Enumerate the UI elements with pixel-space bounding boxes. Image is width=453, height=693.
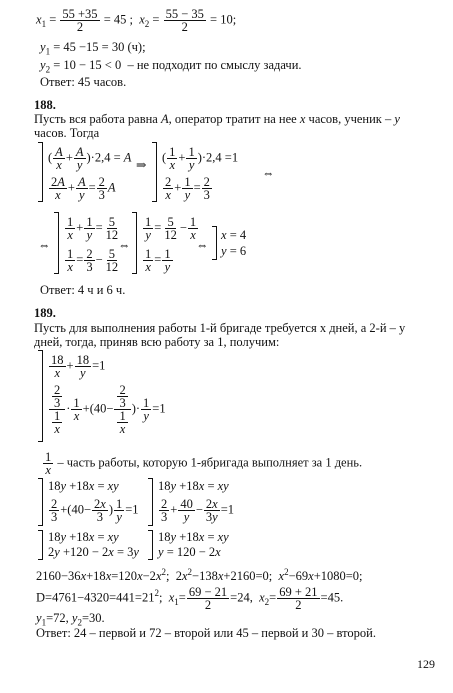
system-189-b bbox=[42, 478, 43, 526]
sys188d-row2: $\frac{1}{x}$ = $\frac{1}{y}$ bbox=[145, 247, 171, 274]
system-188-e bbox=[216, 226, 217, 260]
system-189-a bbox=[42, 350, 43, 442]
system-189-c bbox=[152, 478, 153, 526]
system-189-d bbox=[42, 530, 43, 560]
answer-189: Ответ: 24 – первой и 72 – второй или 45 – первой и 30 – второй. bbox=[36, 626, 376, 640]
equiv-arrow: ⇔ bbox=[196, 238, 209, 252]
problem-188-number: 188. bbox=[34, 98, 56, 112]
y1-line: $y_1 = 45 -15 = 30$ (ч); bbox=[40, 40, 146, 57]
sys189b-row1: 18y +18x = xy bbox=[48, 479, 119, 493]
system-188-b bbox=[156, 142, 157, 202]
quadratic-line: $2160-36x+18x=120x-2x^2$; $2x^2-138x+2160=0$; $x^2-69x+1080=0$; bbox=[36, 567, 363, 584]
sys188b-row2: $\frac{2}{x}$ + $\frac{1}{y}$ = $\frac{2}{3}$ bbox=[165, 175, 210, 202]
y2-line: $y_2 = 10 - 15 < 0$ – не подходит по смыслу задачи. bbox=[40, 58, 302, 75]
sys189d-row2: 2y +120 − 2x = 3y bbox=[48, 545, 139, 559]
problem-189-text-2: дней, тогда, приняв всю работу за 1, получим: bbox=[34, 335, 280, 349]
problem-189-number: 189. bbox=[34, 306, 56, 320]
problem-188-text-2: часов. Тогда bbox=[34, 126, 100, 140]
sys188d-row1: $\frac{1}{y}$ = $\frac{5}{12}$ − $\frac{1}{x}$ bbox=[145, 215, 197, 242]
system-189-e bbox=[152, 530, 153, 560]
x-roots-line: $x_1$ = $\frac{55 +35}{2}$ = 45 ; $x_2$ = $\frac{55 - 35}{2}$ = 10; bbox=[36, 7, 237, 34]
sys189a-row1: $\frac{18}{x}$ + $\frac{18}{y}$ =1 bbox=[51, 353, 106, 380]
system-188-d bbox=[136, 212, 137, 274]
sys188e-row2: y = 6 bbox=[221, 244, 247, 258]
implies-arrow: ⇒ bbox=[136, 158, 147, 172]
page-number: 129 bbox=[417, 657, 435, 671]
sys189c-row1: 18y +18x = xy bbox=[158, 479, 229, 493]
problem-189-text-1: Пусть для выполнения работы 1-й бригаде требуется x дней, а 2-й – y bbox=[34, 321, 406, 335]
sys189e-row2: y = 120 − 2x bbox=[158, 545, 221, 559]
equiv-arrow: ⇔ bbox=[38, 238, 51, 252]
sys188e-row1: x = 4 bbox=[221, 228, 247, 242]
sys188c-row1: $\frac{1}{x}$ + $\frac{1}{y}$ = $\frac{5}{12}$ bbox=[67, 215, 119, 242]
discriminant-line: $D=4761-4320=441=21^2$; $x_1=$ $\frac{69 - 21}{2}$ =24, $x_2=$ $\frac{69 + 21}{2}$ =45. bbox=[36, 585, 344, 612]
sys188c-row2: $\frac{1}{x}$ = $\frac{2}{3}$ − $\frac{5}{12}$ bbox=[67, 247, 119, 274]
sys188b-row1: ( $\frac{1}{x}$ + $\frac{1}{y}$ )·2,4 =1 bbox=[162, 145, 239, 172]
y-values-line: $y_1=72$, $y_2=30$. bbox=[36, 611, 105, 628]
sys189d-row1: 18y +18x = xy bbox=[48, 530, 119, 544]
sys189e-row1: 18y +18x = xy bbox=[158, 530, 229, 544]
equiv-arrow: ⇔ bbox=[118, 238, 131, 252]
sys188a-row2: $\frac{2A}{x}$ + $\frac{A}{y}$ = $\frac{2}{3}$ A bbox=[51, 175, 116, 202]
problem-188-text-1: Пусть вся работа равна A, оператор тратит на нее x часов, ученик – y bbox=[34, 112, 400, 126]
system-188-a bbox=[42, 142, 43, 202]
system-188-c bbox=[58, 212, 59, 274]
answer-187: Ответ: 45 часов. bbox=[40, 75, 127, 89]
note-line: $\frac{1}{x}$ – часть работы, которую 1-ябригада выполняет за 1 день. bbox=[45, 450, 363, 477]
sys189c-row2: $\frac{2}{3}$ + $\frac{40}{y}$ − $\frac{2x}{3y}$ =1 bbox=[161, 497, 234, 524]
sys189b-row2: $\frac{2}{3}$ +(40− $\frac{2x}{3}$ ) $\frac{1}{y}$ =1 bbox=[51, 497, 139, 524]
answer-188: Ответ: 4 ч и 6 ч. bbox=[40, 283, 126, 297]
sys188a-row1: ( $\frac{A}{x}$ + $\frac{A}{y}$ )·2,4 = A bbox=[48, 145, 132, 172]
sys189a-row2: $\frac{\frac{2}{3}}{\frac{1}{x}}$ · $\frac{1}{x}$ +(40− $\frac{\frac{2}{3}}{\frac{1}{x}}$ )· $\frac{1}{y}$ =1 bbox=[48, 384, 166, 435]
equiv-arrow: ⇔ bbox=[262, 166, 275, 180]
